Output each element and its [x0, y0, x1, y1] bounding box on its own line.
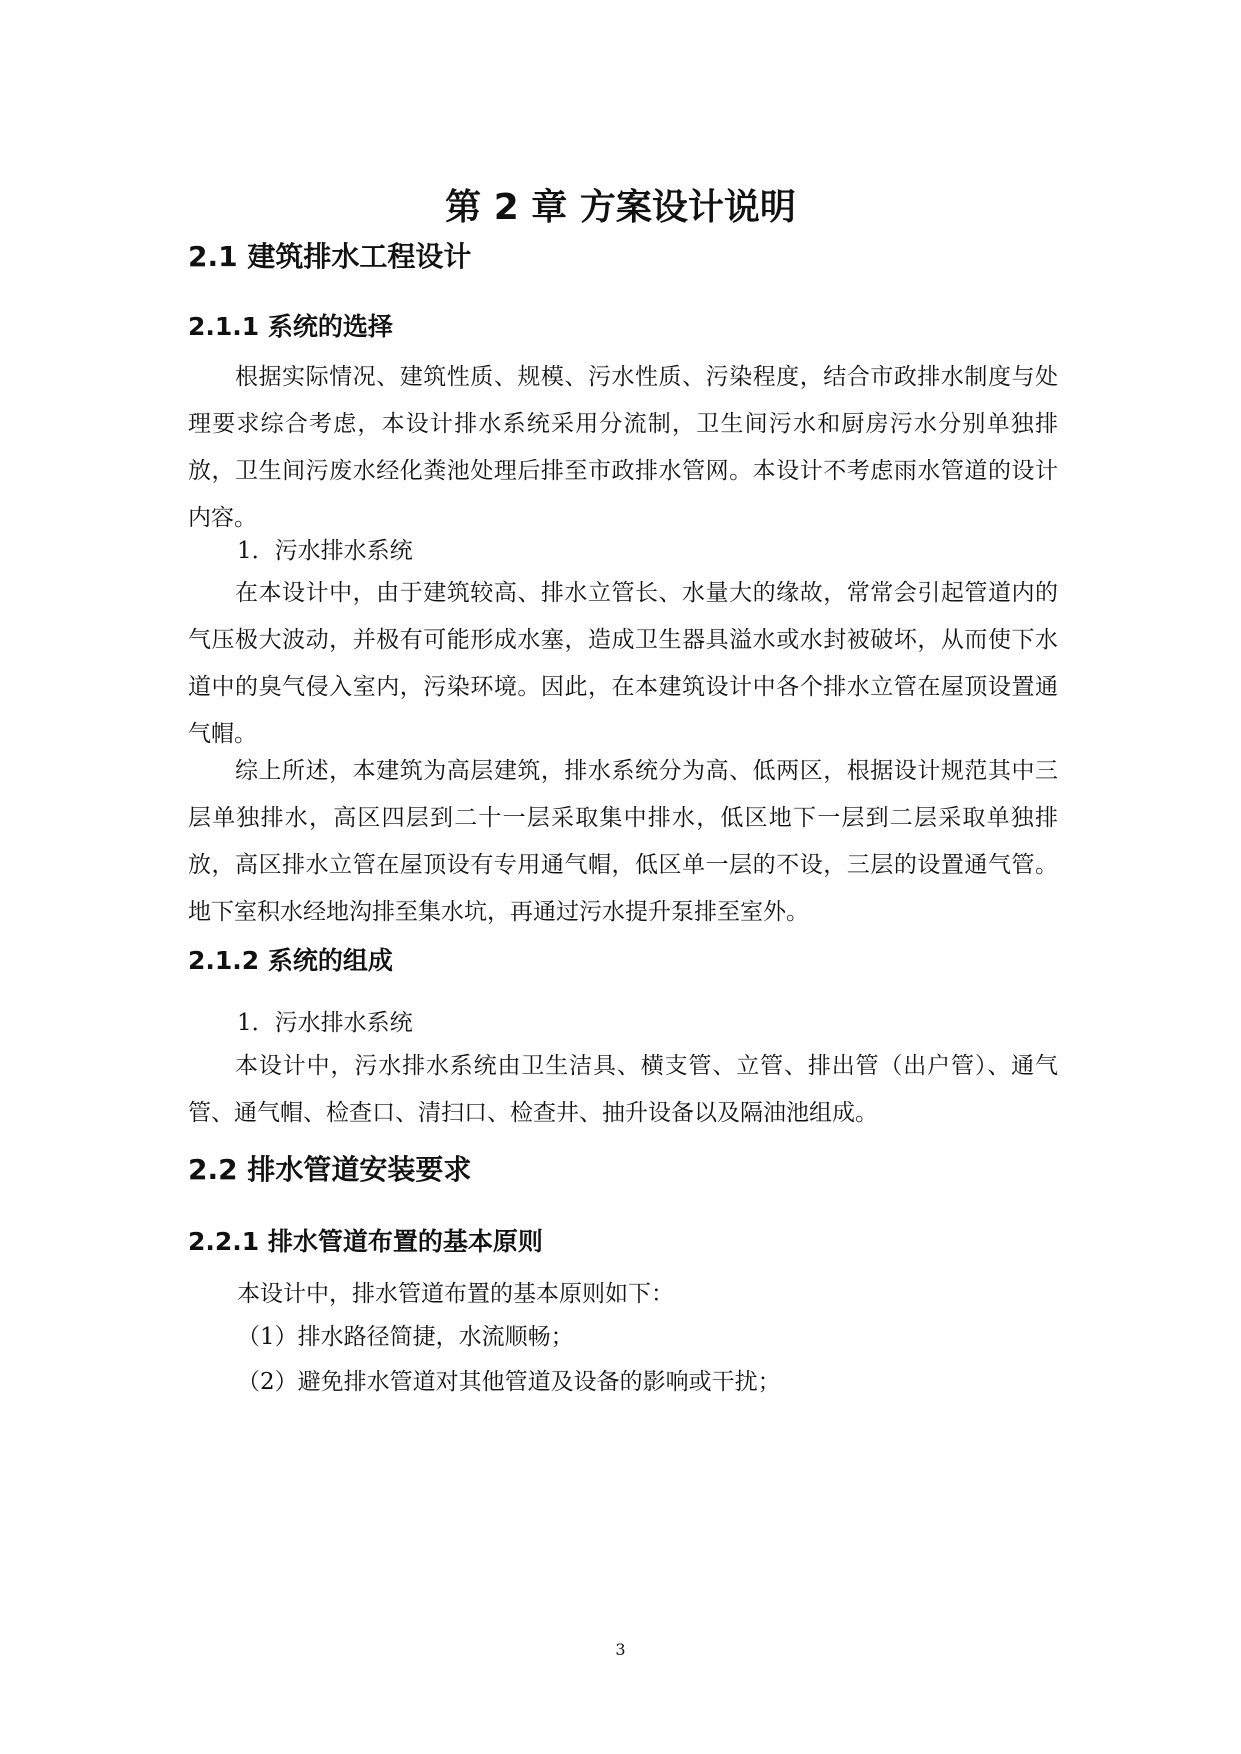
section-heading-2-2-1: 2.2.1 排水管道布置的基本原则: [188, 1227, 543, 1256]
paragraph-ventilation: 在本设计中，由于建筑较高、排水立管长、水量大的缘故，常常会引起管道内的气压极大波动，并极有可能形成水塞，造成卫生器具溢水或水封被破坏，从而使下水道中的臭气侵入室内，污染环境。因此，在本建筑设计中各个排水立管在屋顶设置通气帽。: [188, 580, 1058, 747]
paragraph-composition: 本设计中，污水排水系统由卫生洁具、横支管、立管、排出管（出户管）、通气管、通气帽、检查口、清扫口、检查井、抽升设备以及隔油池组成。: [188, 1053, 1058, 1126]
section-heading-2-1-2: 2.1.2 系统的组成: [188, 946, 393, 975]
list-item-sewage-system: 1．污水排水系统: [237, 538, 413, 564]
principle-item-2: （2）避免排水管道对其他管道及设备的影响或干扰；: [237, 1369, 781, 1395]
chapter-title: 第 2 章 方案设计说明: [445, 187, 796, 228]
page-number: 3: [615, 1640, 626, 1659]
principle-item-1: （1）排水路径简捷，水流顺畅；: [237, 1324, 574, 1350]
paragraph-system-choice: 根据实际情况、建筑性质、规模、污水性质、污染程度，结合市政排水制度与处理要求综合考虑，本设计排水系统采用分流制，卫生间污水和厨房污水分别单独排放，卫生间污废水经化粪池处理后排至市政排水管网。本设计不考虑雨水管道的设计内容。: [188, 364, 1058, 531]
paragraph-summary: 综上所述，本建筑为高层建筑，排水系统分为高、低两区，根据设计规范其中三层单独排水，高区四层到二十一层采取集中排水，低区地下一层到二层采取单独排放，高区排水立管在屋顶设有专用通气帽，低区单一层的不设，三层的设置通气管。地下室积水经地沟排至集水坑，再通过污水提升泵排至室外。: [188, 758, 1058, 925]
paragraph-principles-intro: 本设计中，排水管道布置的基本原则如下：: [237, 1281, 674, 1307]
section-heading-2-2: 2.2 排水管道安装要求: [188, 1153, 472, 1186]
section-heading-2-1: 2.1 建筑排水工程设计: [188, 240, 472, 273]
list-item-sewage-system-2: 1．污水排水系统: [237, 1010, 413, 1036]
section-heading-2-1-1: 2.1.1 系统的选择: [188, 312, 393, 341]
